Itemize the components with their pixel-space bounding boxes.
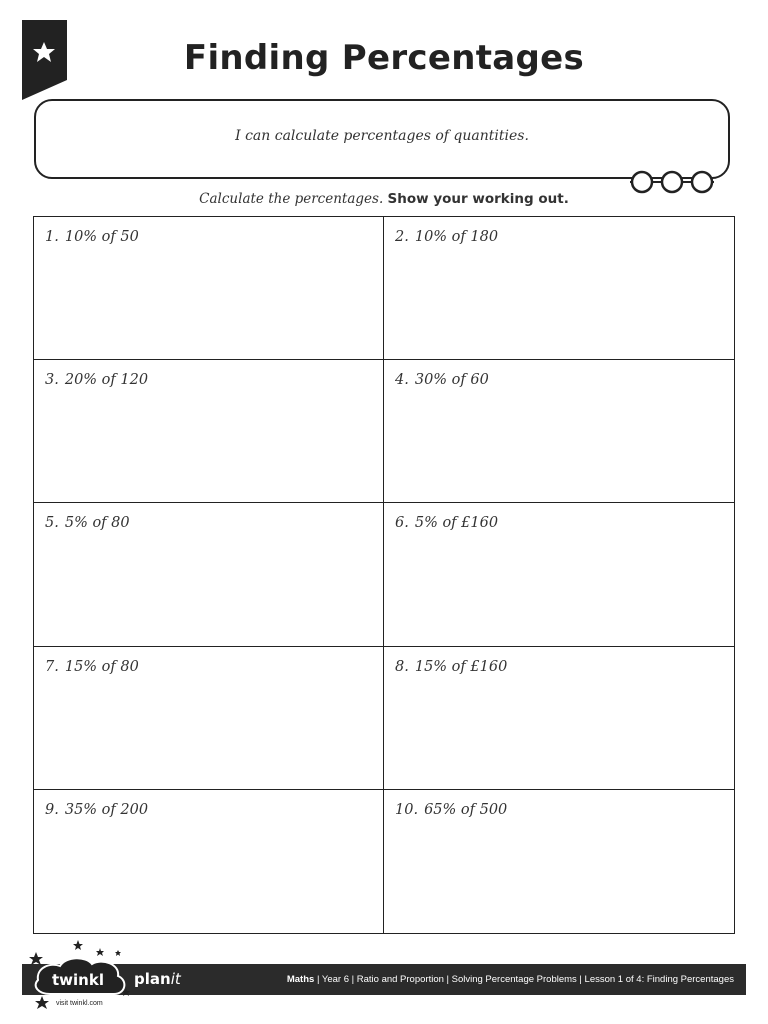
question-cell[interactable] [34, 217, 384, 360]
learning-objective: I can calculate percentages of quantities. [235, 128, 529, 144]
question-cell[interactable] [34, 647, 384, 790]
question-number: 4. [395, 372, 409, 389]
question-cell[interactable] [384, 790, 734, 933]
question-text: 10% of 180 [414, 229, 499, 245]
footer-path: | Year 6 | Ratio and Proportion | Solving Percentage Problems | Lesson 1 of 4: Finding Percentages [314, 974, 734, 985]
questions-grid [33, 216, 735, 934]
question-text: 15% of £160 [414, 658, 508, 675]
page-title: Finding Percentages [183, 38, 585, 78]
footer-subject: Maths [286, 974, 315, 985]
question-cell[interactable] [384, 503, 734, 646]
question-cell[interactable] [34, 503, 384, 646]
question-cell[interactable] [384, 360, 734, 503]
question-text: 35% of 200 [64, 801, 149, 818]
question-text: 65% of 500 [424, 801, 508, 818]
question-text: 30% of 60 [414, 372, 489, 389]
footer-breadcrumb [287, 974, 734, 985]
instructions [0, 191, 768, 207]
question-number: 6. [395, 515, 409, 532]
planit-plan: plan [134, 970, 171, 988]
visit-link[interactable]: visit twinkl.com [56, 1000, 103, 1007]
question-cell[interactable] [34, 360, 384, 503]
question-text: 15% of 80 [64, 658, 139, 675]
question-text: 5% of 80 [64, 515, 130, 532]
twinkl-logo-text: twinkl [52, 971, 104, 989]
question-number: 2. [395, 229, 409, 245]
question-number: 1. [45, 229, 59, 245]
question-number: 7. [45, 658, 59, 675]
question-cell[interactable] [34, 790, 384, 933]
question-cell[interactable] [384, 217, 734, 360]
planit-logo [134, 970, 181, 988]
learning-objective-box [34, 99, 730, 179]
question-number: 10. [395, 801, 419, 818]
question-number: 3. [45, 372, 59, 389]
planit-it: it [170, 970, 181, 988]
instructions-bold: Show your working out. [387, 191, 569, 207]
question-number: 5. [45, 515, 59, 532]
question-number: 8. [395, 658, 409, 675]
question-text: 20% of 120 [64, 372, 149, 389]
question-cell[interactable] [384, 647, 734, 790]
instructions-plain: Calculate the percentages. [199, 191, 384, 207]
question-text: 10% of 50 [64, 229, 139, 245]
question-number: 9. [45, 801, 59, 818]
question-text: 5% of £160 [414, 515, 499, 532]
